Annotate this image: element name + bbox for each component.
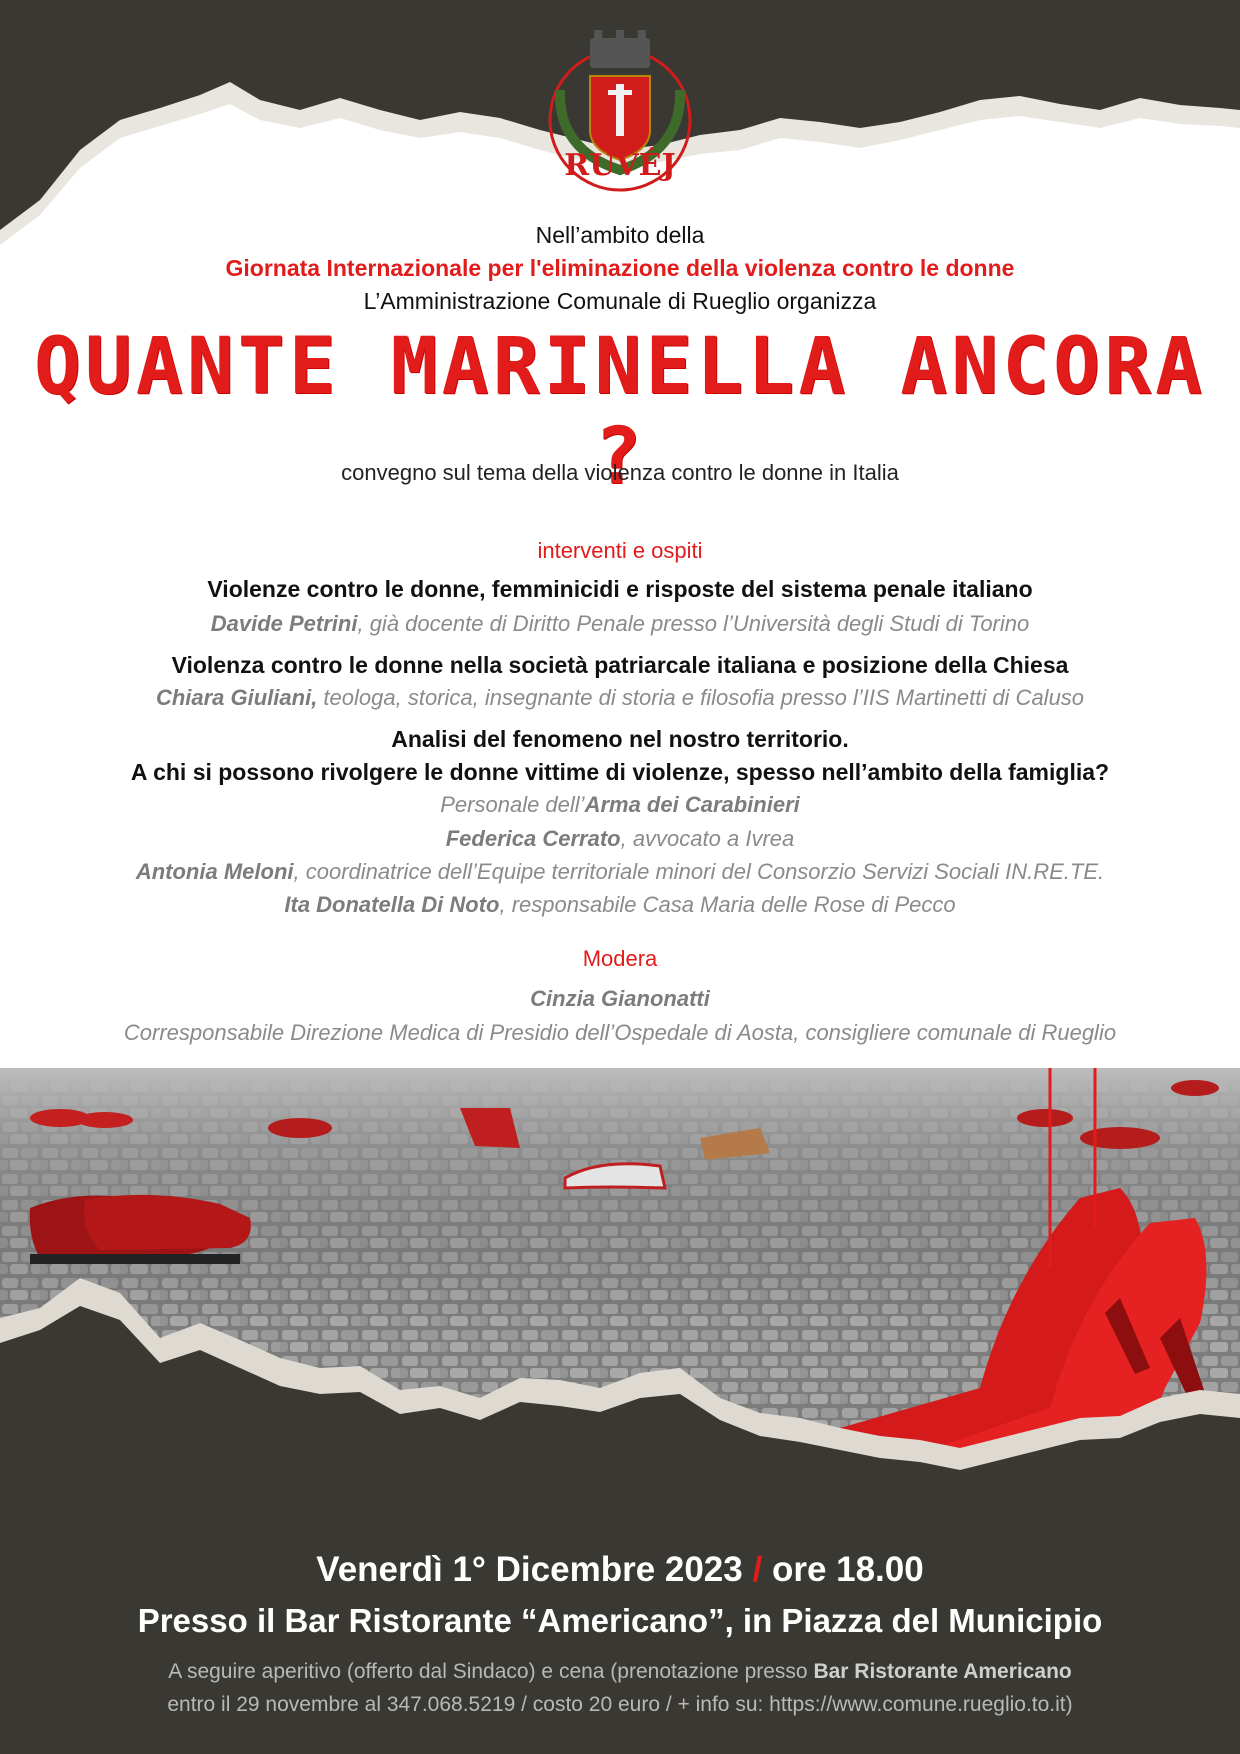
intro-line-1: Nell’ambito della — [535, 222, 705, 248]
guest-role: , responsabile Casa Maria delle Rose di Pecco — [499, 892, 956, 917]
subtitle: convegno sul tema della violenza contro le donne in Italia — [341, 460, 899, 485]
guest-name: Antonia Meloni — [135, 859, 294, 884]
red-shoes-photo — [0, 1068, 1240, 1754]
intro-line-3: L’Amministrazione Comunale di Rueglio organizza — [363, 288, 877, 314]
moderator-label: Modera — [582, 946, 658, 971]
program-label: interventi e ospiti — [537, 538, 703, 563]
guest-prefix: Personale dell’ — [440, 792, 585, 817]
speaker-name: Chiara Giuliani, — [155, 685, 318, 710]
event-date: Venerdì 1° Dicembre 2023 — [316, 1550, 743, 1589]
page-title: QUANTE MARINELLA ANCORA ? — [33, 322, 1207, 502]
talk-3-title-line-1: Analisi del fenomeno nel nostro territorio. — [391, 726, 849, 752]
guest-name: Federica Cerrato — [445, 826, 621, 851]
guest-4 — [0, 892, 1240, 918]
talk-1-title: Violenze contro le donne, femminicidi e risposte del sistema penale italiano — [207, 576, 1033, 602]
talk-3-title-line-2: A chi si possono rivolgere le donne vittime di violenze, spesso nell’ambito della famiglia? — [130, 759, 1110, 785]
talk-1-speaker — [0, 611, 1240, 637]
speaker-role: , già docente di Diritto Penale presso l’Università degli Studi di Torino — [357, 611, 1030, 636]
guest-2 — [0, 826, 1240, 852]
crest-label: RÙVÉJ — [564, 148, 676, 183]
note-venue: Bar Ristorante Americano — [813, 1660, 1072, 1683]
event-time: ore 18.00 — [771, 1550, 924, 1589]
event-place: Presso il Bar Ristorante “Americano”, in Piazza del Municipio — [137, 1602, 1103, 1639]
event-note-line-1 — [0, 1660, 1240, 1684]
speaker-role: teologa, storica, insegnante di storia e filosofia presso l’IIS Martinetti di Caluso — [317, 685, 1085, 710]
intro-line-2: Giornata Internazionale per l'eliminazione della violenza contro le donne — [225, 255, 1015, 281]
moderator-name-text: Cinzia Gianonatti — [530, 986, 710, 1011]
moderator-name — [0, 986, 1240, 1012]
moderator-role: Corresponsabile Direzione Medica di Presidio dell’Ospedale di Aosta, consigliere comunale di Rueglio — [123, 1020, 1117, 1045]
guest-3 — [0, 859, 1240, 885]
guest-name: Ita Donatella Di Noto — [284, 892, 500, 917]
date-time-separator: / — [742, 1550, 772, 1589]
talk-2-title: Violenza contro le donne nella società patriarcale italiana e posizione della Chiesa — [171, 652, 1069, 678]
speaker-name: Davide Petrini — [210, 611, 358, 636]
event-note-line-2: entro il 29 novembre al 347.068.5219 / costo 20 euro / + info su: https://www.comune.rueglio.to.it) — [167, 1693, 1073, 1716]
guest-1 — [0, 792, 1240, 818]
guest-role: , avvocato a Ivrea — [620, 826, 795, 851]
note-text: A seguire aperitivo (offerto dal Sindaco) e cena (prenotazione presso — [168, 1660, 814, 1683]
guest-role: , coordinatrice dell’Equipe territoriale minori del Consorzio Servizi Sociali IN.RE.TE. — [293, 859, 1105, 884]
talk-2-speaker — [0, 685, 1240, 711]
guest-name: Arma dei Carabinieri — [584, 792, 800, 817]
event-datetime — [0, 1550, 1240, 1590]
